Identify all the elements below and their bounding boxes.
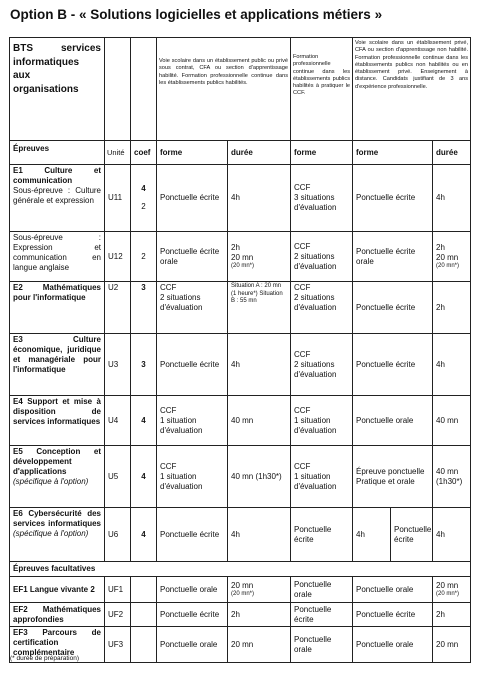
row-e2-coef: 3 [131, 282, 157, 334]
row-ef2-duree-c: 2h [433, 603, 471, 627]
row-ef1-forme-c: Ponctuelle orale [353, 577, 433, 603]
row-e3-duree-a: 4h [228, 334, 291, 396]
row-e5-coef: 4 [131, 446, 157, 508]
row-e3-forme-a: Ponctuelle écrite [157, 334, 228, 396]
row-e2-duree-c: 2h [433, 282, 471, 334]
row-e1-u11-forme-a: Ponctuelle écrite [157, 165, 228, 232]
row-e2-duree-a: Situation A : 20 mn (1 heure*) Situation B : 55 mn [228, 282, 291, 334]
row-ef2-forme-a: Ponctuelle écrite [157, 603, 228, 627]
row-e2-unit: U2 [105, 282, 131, 334]
header-voie-scolaire: Voie scolaire dans un établissement public ou privé sous contrat, CFA ou section d'apprentissage habilité. Formation professionnelle continue dans les établissements publics habilités. [157, 38, 291, 141]
row-e6-coef: 4 [131, 508, 157, 562]
row-e3-unit: U3 [105, 334, 131, 396]
row-e6-forme-b: Ponctuelle écrite [291, 508, 353, 562]
row-e1-u11-forme-b: CCF 3 situations d'évaluation [291, 165, 353, 232]
row-e2-forme-b: CCF 2 situations d'évaluation [291, 282, 353, 334]
row-e3-duree-c: 4h [433, 334, 471, 396]
row-e4-unit: U4 [105, 396, 131, 446]
row-e5-forme-a: CCF 1 situation d'évaluation [157, 446, 228, 508]
row-ef3-duree-c: 20 mn [433, 627, 471, 663]
col-forme-b: forme [291, 141, 353, 165]
row-ef2-unit: UF2 [105, 603, 131, 627]
row-e1-unit-u12: U12 [105, 232, 131, 282]
row-e2-title: E2 Mathématiques pour l'informatique [10, 282, 105, 334]
row-ef1-forme-a: Ponctuelle orale [157, 577, 228, 603]
row-e1-u12-forme-a: Ponctuelle écrite orale [157, 232, 228, 282]
row-e3-forme-c: Ponctuelle écrite [353, 334, 433, 396]
row-e4-forme-a: CCF 1 situation d'évaluation [157, 396, 228, 446]
row-e6-forme-c: Ponctuelle écrite [391, 508, 433, 562]
row-e6-title: E6 Cybersécurité des services informatiques (spécifique à l'option) [10, 508, 105, 562]
exam-table [9, 37, 471, 663]
header-blank-coef [131, 38, 157, 141]
row-e1-u12-forme-b: CCF 2 situations d'évaluation [291, 232, 353, 282]
row-e1-coef: 4 2 [131, 165, 157, 232]
row-e3-title: E3 Culture économique, juridique et managériale pour l'informatique [10, 334, 105, 396]
row-e1-title: E1 Culture et communication Sous-épreuve : Culture générale et expression [10, 165, 105, 232]
row-e5-forme-b: CCF 1 situation d'évaluation [291, 446, 353, 508]
row-ef1-title: EF1 Langue vivante 2 [10, 577, 105, 603]
row-e4-forme-c: Ponctuelle orale [353, 396, 433, 446]
row-ef3-duree-a: 20 mn [228, 627, 291, 663]
col-duree-a: durée [228, 141, 291, 165]
row-ef3-forme-b: Ponctuelle orale [291, 627, 353, 663]
row-e6-duree-c: 4h [433, 508, 471, 562]
header-blank-unit [105, 38, 131, 141]
row-ef1-coef [131, 577, 157, 603]
row-e1-sub2: Sous-épreuve : Expression et communication en langue anglaise [10, 232, 105, 282]
section-facultatives: Épreuves facultatives [10, 562, 471, 577]
col-unite: Unité [105, 141, 131, 165]
row-e5-duree-a: 40 mn (1h30*) [228, 446, 291, 508]
row-e5-duree-c: 40 mn (1h30*) [433, 446, 471, 508]
row-ef3-forme-c: Ponctuelle orale [353, 627, 433, 663]
row-ef1-unit: UF1 [105, 577, 131, 603]
row-e4-coef: 4 [131, 396, 157, 446]
row-e6-duree-a: 4h [228, 508, 291, 562]
row-e5-forme-c: Épreuve ponctuelle Pratique et orale [353, 446, 433, 508]
row-ef3-title: EF3 Parcours de certification complémentaire [10, 627, 105, 663]
row-ef2-title: EF2 Mathématiques approfondies [10, 603, 105, 627]
row-ef2-forme-c: Ponctuelle écrite [353, 603, 433, 627]
col-forme-a: forme [157, 141, 228, 165]
header-voie-privee: Voie scolaire dans un établissement privé, CFA ou section d'apprentissage non habilité. Formation professionnelle continue dans les établissements publics non habilités ou en établissement privé. Enseignement à distance. Candidats justifiant de 3 ans d'expérience professionnelle. [353, 38, 471, 141]
row-ef3-unit: UF3 [105, 627, 131, 663]
row-e1-u12-duree-a: 2h 20 mn (20 mn*) [228, 232, 291, 282]
row-e2-forme-c: Ponctuelle écrite [353, 282, 433, 334]
page-title: Option B - « Solutions logicielles et applications métiers » [10, 7, 383, 22]
row-e4-duree-c: 40 mn [433, 396, 471, 446]
row-ef2-forme-b: Ponctuelle écrite [291, 603, 353, 627]
row-ef1-duree-c: 20 mn (20 mn*) [433, 577, 471, 603]
row-ef1-duree-a: 20 mn (20 mn*) [228, 577, 291, 603]
col-duree-c: durée [433, 141, 471, 165]
row-ef3-coef [131, 627, 157, 663]
row-e6-duree-b: 4h [353, 508, 391, 562]
row-e2-forme-a: CCF 2 situations d'évaluation [157, 282, 228, 334]
col-epreuves: Épreuves [10, 141, 105, 165]
row-e6-unit: U6 [105, 508, 131, 562]
row-ef2-coef [131, 603, 157, 627]
row-e4-title: E4 Support et mise à disposition de services informatiques [10, 396, 105, 446]
footnote: (* durée de préparation) [10, 655, 80, 662]
row-e1-u11-duree-a: 4h [228, 165, 291, 232]
row-ef1-forme-b: Ponctuelle orale [291, 577, 353, 603]
row-ef3-forme-a: Ponctuelle orale [157, 627, 228, 663]
col-forme-c: forme [353, 141, 433, 165]
row-e1-u12-duree-c: 2h 20 mn (20 mn*) [433, 232, 471, 282]
row-e5-title: E5 Conception et développement d'applications (spécifique à l'option) [10, 446, 105, 508]
row-e3-coef: 3 [131, 334, 157, 396]
header-formation-pro: Formation professionnelle continue dans les établissements publics habilités à pratiquer le CCF. [291, 38, 353, 141]
bts-title: BTS services informatiques aux organisations [10, 38, 105, 141]
row-e1-u11-duree-c: 4h [433, 165, 471, 232]
col-coef: coef [131, 141, 157, 165]
row-e1-u12-coef: 2 [131, 232, 157, 282]
row-e4-forme-b: CCF 1 situation d'évaluation [291, 396, 353, 446]
row-ef2-duree-a: 2h [228, 603, 291, 627]
row-e1-u12-forme-c: Ponctuelle écrite orale [353, 232, 433, 282]
row-e3-forme-b: CCF 2 situations d'évaluation [291, 334, 353, 396]
row-e1-u11-forme-c: Ponctuelle écrite [353, 165, 433, 232]
row-e5-unit: U5 [105, 446, 131, 508]
row-e1-unit-u11: U11 [105, 165, 131, 232]
row-e4-duree-a: 40 mn [228, 396, 291, 446]
row-e6-forme-a: Ponctuelle écrite [157, 508, 228, 562]
